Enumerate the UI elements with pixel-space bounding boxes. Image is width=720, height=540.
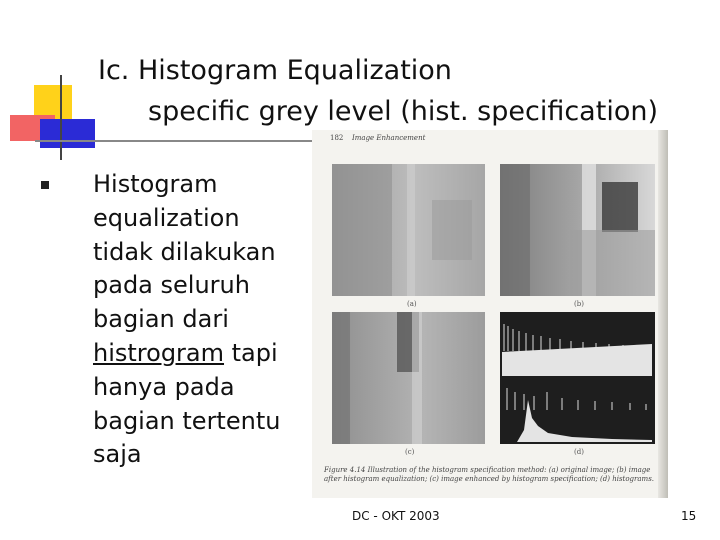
bullet-text-part1: Histogram equalization tidak dilakukan pada seluruh bagian dari <box>93 170 276 334</box>
panel-a-original-image <box>332 164 485 296</box>
panel-c-label: (c) <box>405 448 415 456</box>
panel-b-equalized-image <box>500 164 655 296</box>
book-page-number: 182 <box>330 134 344 142</box>
bullet-text <box>93 168 293 472</box>
decor-vertical-line <box>60 75 62 160</box>
panel-a-label: (a) <box>407 300 417 308</box>
slide-title-line1: Ic. Histogram Equalization <box>98 55 452 86</box>
figure-caption: Figure 4.14 Illustration of the histogram specification method: (a) original image; (b) image after histogram equalization; (c) image enhanced by histogram specification; (d) histograms. <box>324 466 655 483</box>
slide-title-line2: specific grey level (hist. specification) <box>148 96 658 127</box>
panel-d-label: (d) <box>574 448 584 456</box>
panel-c-specified-image <box>332 312 485 444</box>
bullet-square-icon <box>41 181 49 189</box>
bullet-text-part2: tapi hanya pada bagian tertentu saja <box>93 338 281 469</box>
figure-panels <box>312 130 668 498</box>
decor-blue-rectangle <box>40 119 95 148</box>
book-header-title: Image Enhancement <box>352 134 426 142</box>
panel-d-histograms <box>500 312 655 444</box>
page-edge-shadow <box>658 130 668 498</box>
panel-b-label: (b) <box>574 300 584 308</box>
footer-center-text: DC - OKT 2003 <box>352 509 440 523</box>
scanned-book-figure <box>312 130 668 498</box>
page-number: 15 <box>681 509 697 523</box>
bullet-underlined-word: histrogram <box>93 338 225 367</box>
decor-horizontal-line <box>35 140 325 142</box>
